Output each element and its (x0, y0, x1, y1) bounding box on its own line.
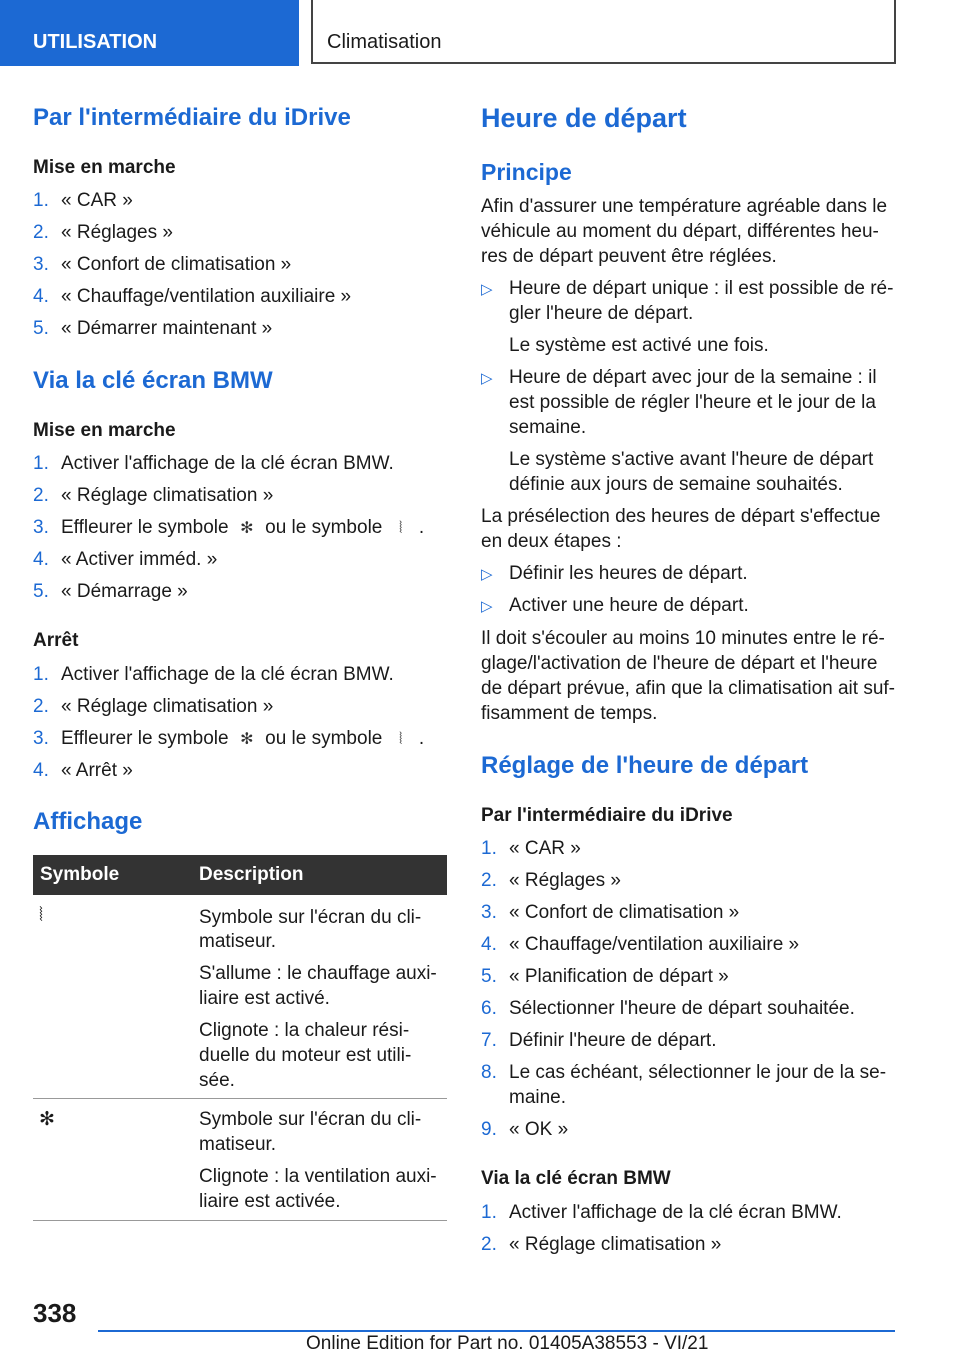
step-number: 5. (481, 966, 497, 987)
footer-rule (98, 1330, 895, 1332)
step-number: 2. (481, 870, 497, 891)
setting-key-subtitle: Via la clé écran BMW (481, 1168, 671, 1189)
step-text: Activer l'affichage de la clé écran BMW. (61, 453, 394, 474)
step-text: Effleurer le symbole (61, 728, 229, 749)
list-item (33, 220, 173, 245)
bullet-text: Activer une heure de départ. (509, 595, 749, 616)
step-text: « Confort de climatisation » (509, 902, 740, 923)
setting-heading: Réglage de l'heure de départ (481, 752, 809, 779)
page-number: 338 (33, 1298, 77, 1328)
table-cell: liaire est activée. (199, 1191, 341, 1212)
step-number: 2. (33, 696, 49, 717)
bullet-text: Heure de départ unique : il est possible de ré- (509, 278, 894, 299)
step-number: 3. (33, 254, 49, 275)
table-cell: duelle du moteur est utili- (199, 1045, 412, 1066)
paragraph-line: fisamment de temps. (481, 703, 658, 724)
list-item (33, 515, 424, 541)
table-header (33, 855, 447, 895)
paragraph-line: véhicule au moment du départ, différentes heu- (481, 221, 879, 242)
chapter-label: Climatisation (327, 31, 442, 53)
paragraph-line: Le système s'active avant l'heure de départ (509, 449, 874, 470)
paragraph-line: de départ prévue, afin que la climatisation ait suf- (481, 678, 896, 699)
key-start-subtitle: Mise en marche (33, 420, 176, 441)
step-number: 4. (33, 549, 49, 570)
bullet-icon: ▷ (481, 370, 493, 387)
fan-icon: ✻ (240, 520, 254, 537)
list-item (481, 1200, 842, 1225)
list-item (481, 900, 739, 925)
step-number: 9. (481, 1119, 497, 1140)
setting-idrive-subtitle: Par l'intermédiaire du iDrive (481, 805, 733, 826)
step-text: « CAR » (509, 838, 581, 859)
step-number: 1. (33, 664, 49, 685)
bullet-text: Heure de départ avec jour de la semaine : il (509, 367, 877, 388)
list-item (33, 662, 394, 687)
step-text: Définir l'heure de départ. (509, 1030, 717, 1051)
step-number: 4. (33, 286, 49, 307)
paragraph-line: Afin d'assurer une température agréable dans le (481, 196, 888, 217)
step-text: Le cas échéant, sélectionner le jour de la se- (509, 1062, 887, 1083)
step-number: 4. (481, 934, 497, 955)
section-tab (0, 0, 299, 66)
list-item (33, 694, 273, 719)
list-item (481, 996, 855, 1021)
list-item (33, 547, 217, 572)
fan-icon: ✻ (39, 1109, 55, 1130)
table-cell: matiseur. (199, 1134, 277, 1155)
step-text: « OK » (509, 1119, 569, 1140)
table-cell: Symbole sur l'écran du cli- (199, 907, 422, 928)
list-item (33, 483, 273, 508)
paragraph-line: res de départ peuvent être réglées. (481, 246, 777, 267)
list-item (481, 964, 729, 989)
table-cell: Clignote : la chaleur rési- (199, 1020, 410, 1041)
step-number: 3. (33, 728, 49, 749)
table-divider (33, 1220, 447, 1221)
list-item (481, 561, 748, 587)
step-number: 1. (33, 453, 49, 474)
step-text: « Démarrage » (61, 581, 188, 602)
step-number: 1. (481, 1202, 497, 1223)
col-description: Description (199, 864, 304, 885)
paragraph-line: définie aux jours de semaine souhaités. (509, 474, 843, 495)
table-cell: liaire est activé. (199, 988, 330, 1009)
paragraph-line: glage/l'activation de l'heure de départ et l'heure (481, 653, 878, 674)
list-item (481, 836, 581, 861)
step-text: Sélectionner l'heure de départ souhaitée. (509, 998, 855, 1019)
list-item (481, 1028, 716, 1053)
list-item (33, 758, 133, 783)
step-number: 1. (33, 190, 49, 211)
step-text: . (418, 728, 425, 749)
list-item (481, 593, 749, 619)
bullet-icon: ▷ (481, 281, 493, 298)
paragraph-line: Le système est activé une fois. (509, 335, 769, 356)
step-number: 5. (33, 581, 49, 602)
list-item (481, 1060, 886, 1085)
bullet-icon: ▷ (481, 598, 493, 615)
step-text: Activer l'affichage de la clé écran BMW. (509, 1202, 842, 1223)
step-number: 2. (33, 485, 49, 506)
step-text: « Chauffage/ventilation auxiliaire » (509, 934, 800, 955)
edition-note: Online Edition for Part no. 01405A38553 - VI/21 (306, 1333, 709, 1354)
step-number: 2. (481, 1234, 497, 1255)
list-item (33, 316, 272, 341)
display-heading: Affichage (33, 808, 143, 835)
principle-heading: Principe (481, 159, 572, 185)
step-text: « Démarrer maintenant » (61, 318, 273, 339)
step-number: 7. (481, 1030, 497, 1051)
list-item (33, 579, 188, 604)
col-symbol: Symbole (40, 864, 120, 885)
heater-icon: ⦚ (39, 905, 43, 926)
table-cell: Symbole sur l'écran du cli- (199, 1109, 422, 1130)
step-text: « Chauffage/ventilation auxiliaire » (61, 286, 352, 307)
list-item (33, 726, 424, 752)
departure-heading: Heure de départ (481, 103, 687, 133)
step-number: 2. (33, 222, 49, 243)
step-number: 5. (33, 318, 49, 339)
key-heading: Via la clé écran BMW (33, 367, 273, 394)
step-text: « Réglages » (509, 870, 621, 891)
table-cell: S'allume : le chauffage auxi- (199, 963, 437, 984)
list-item (33, 252, 291, 277)
bullet-text: Définir les heures de départ. (509, 563, 748, 584)
fan-icon: ✻ (240, 731, 254, 748)
step-text: « Arrêt » (61, 760, 133, 781)
step-number: 8. (481, 1062, 497, 1083)
idrive-start-subtitle: Mise en marche (33, 157, 176, 178)
idrive-heading: Par l'intermédiaire du iDrive (33, 104, 351, 131)
table-divider (33, 1098, 447, 1099)
paragraph-line: semaine. (509, 417, 587, 438)
table-cell: Clignote : la ventilation auxi- (199, 1166, 437, 1187)
list-item (33, 451, 394, 476)
step-text: . (418, 517, 425, 538)
paragraph-line: en deux étapes : (481, 531, 622, 552)
paragraph-line: La présélection des heures de départ s'effectue (481, 506, 881, 527)
section-label: UTILISATION (33, 31, 158, 53)
step-text: « CAR » (61, 190, 133, 211)
step-text: ou le symbole (265, 728, 383, 749)
step-text: « Activer imméd. » (61, 549, 218, 570)
step-text: Activer l'affichage de la clé écran BMW. (61, 664, 394, 685)
step-number: 1. (481, 838, 497, 859)
paragraph-line: est possible de régler l'heure et le jour de la (509, 392, 876, 413)
step-text: « Réglages » (61, 222, 173, 243)
step-text: Effleurer le symbole (61, 517, 229, 538)
list-item (481, 1117, 568, 1142)
list-item (481, 868, 621, 893)
step-number: 3. (481, 902, 497, 923)
chapter-tab (311, 0, 896, 64)
list-item (481, 932, 799, 957)
paragraph-line: gler l'heure de départ. (509, 303, 694, 324)
list-item (481, 276, 893, 302)
table-cell: matiseur. (199, 931, 277, 952)
step-number: 6. (481, 998, 497, 1019)
list-item (481, 1232, 721, 1257)
paragraph-line: maine. (509, 1087, 567, 1108)
list-item (33, 284, 351, 309)
step-text: ou le symbole (265, 517, 383, 538)
step-text: « Confort de climatisation » (61, 254, 292, 275)
paragraph-line: Il doit s'écouler au moins 10 minutes entre le ré- (481, 628, 885, 649)
step-text: « Planification de départ » (509, 966, 729, 987)
heater-icon: ⦚ (398, 731, 403, 748)
step-number: 3. (33, 517, 49, 538)
bullet-icon: ▷ (481, 566, 493, 583)
step-text: « Réglage climatisation » (61, 485, 274, 506)
list-item (481, 365, 877, 391)
heater-icon: ⦚ (398, 520, 403, 537)
key-stop-subtitle: Arrêt (33, 630, 79, 651)
table-cell: sée. (199, 1070, 235, 1091)
step-text: « Réglage climatisation » (509, 1234, 722, 1255)
step-text: « Réglage climatisation » (61, 696, 274, 717)
step-number: 4. (33, 760, 49, 781)
list-item (33, 188, 133, 213)
